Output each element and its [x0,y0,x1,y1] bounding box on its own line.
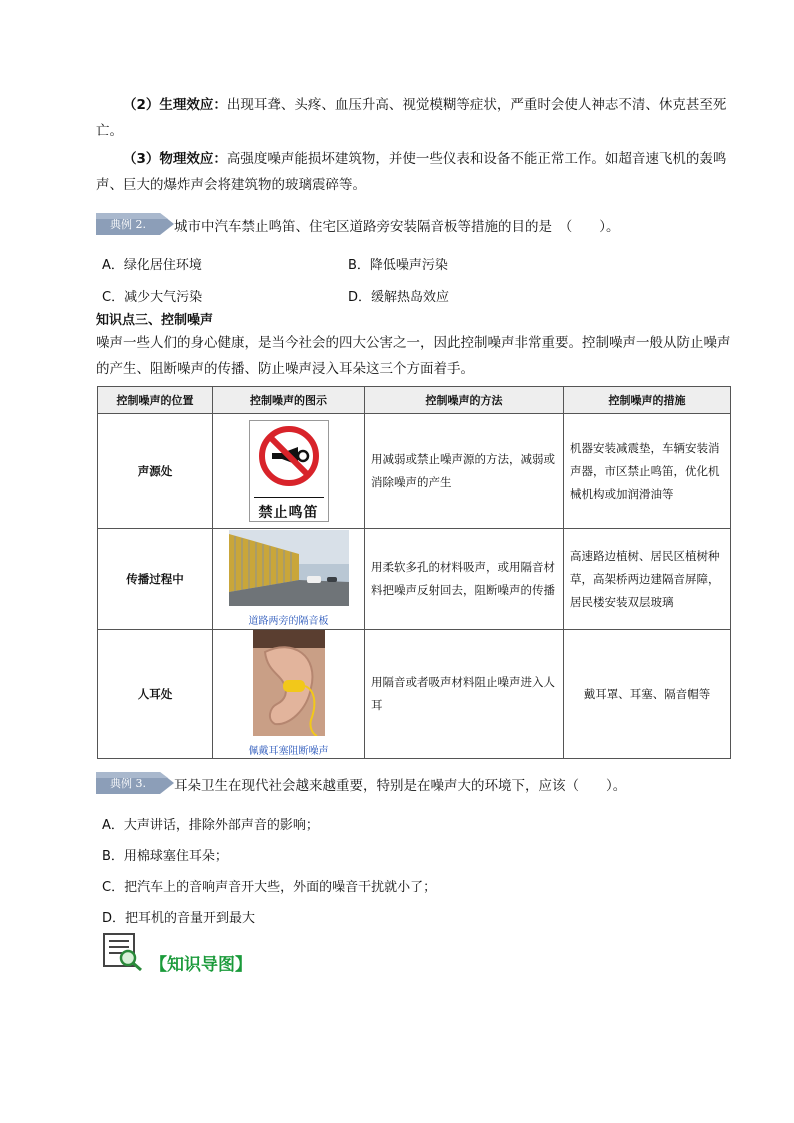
example-2-tag [96,213,174,235]
header-method: 控制噪声的方法 [365,387,564,414]
noise-control-table [97,386,731,759]
example-3-option-b: B．用棉球塞住耳朵； [102,849,228,864]
row-2-measure: 高速路边植树、居民区植树种草，高架桥两边建隔音屏障，居民楼安装双层玻璃 [564,529,731,630]
example-2-option-b: B．降低噪声污染 [348,258,448,273]
table-row [98,414,731,529]
example-2-tag-label: 典例 2. [110,218,146,231]
physiological-label: （2）生理效应： [123,97,227,113]
example-2-option-a: A．绿化居住环境 [102,258,202,273]
row-3-illustration [213,630,365,759]
sound-barrier-photo [229,530,349,606]
example-2-option-d: D．缓解热岛效应 [348,290,450,305]
header-position: 控制噪声的位置 [98,387,213,414]
physical-label: （3）物理效应： [123,151,227,167]
row-3-measure: 戴耳罩、耳塞、隔音帽等 [564,630,731,759]
physical-text: 高强度噪声能损坏建筑物，并使一些仪表和设备不能正常工作。如超音速飞机的轰鸣声、巨大的爆炸声会将建筑物的玻璃震碎等。 [96,151,727,193]
example-3-option-c: C．把汽车上的音响声音开大些，外面的噪音干扰就小了； [102,880,437,895]
example-2-option-c: C．减少大气污染 [102,290,203,305]
row-1-measure: 机器安装减震垫，车辆安装消声器，市区禁止鸣笛，优化机械机构或加润滑油等 [564,414,731,529]
row-2-position: 传播过程中 [98,529,213,630]
table-row [98,630,731,759]
header-measure: 控制噪声的措施 [564,387,731,414]
row-2-method: 用柔软多孔的材料吸声，或用隔音材料把噪声反射回去，阻断噪声的传播 [365,529,564,630]
no-honking-sign [249,420,329,522]
table-header-row [98,387,731,414]
example-3-question: 耳朵卫生在现代社会越来越重要，特别是在噪声大的环境下，应该（ ）。 [174,778,627,794]
knowledge-paragraph: 噪声一些人们的身心健康，是当今社会的四大公害之一，因此控制噪声非常重要。控制噪声一般从防止噪声的产生、阻断噪声的传播、防止噪声浸入耳朵这三个方面着手。 [96,335,731,377]
no-horn-icon [250,421,328,489]
example-3-option-a: A．大声讲话，排除外部声音的影响； [102,818,319,833]
row-1-illustration [213,414,365,529]
earplug-photo [253,630,325,736]
example-3-tag [96,772,174,794]
knowledge-heading: 知识点三、控制噪声 [96,313,214,328]
row-3-position: 人耳处 [98,630,213,759]
paragraph-physiological-effect [96,92,736,144]
document-magnifier-icon [102,932,146,972]
row-3-caption: 佩戴耳塞阻断噪声 [248,746,329,757]
mindmap-title: 【知识导图】 [150,955,252,975]
example-3-option-d: D．把耳机的音量开到最大 [102,911,256,926]
paragraph-physical-effect [96,146,736,198]
header-illustration: 控制噪声的图示 [213,387,365,414]
row-1-method: 用减弱或禁止噪声源的方法，减弱或消除噪声的产生 [365,414,564,529]
row-2-illustration [213,529,365,630]
row-3-method: 用隔音或者吸声材料阻止噪声进入人耳 [365,630,564,759]
no-honking-sign-text: 禁止鸣笛 [254,497,324,525]
row-2-caption: 道路两旁的隔音板 [248,616,329,627]
physiological-text: 出现耳聋、头疼、血压升高、视觉模糊等症状，严重时会使人神志不清、休克甚至死亡。 [96,97,727,139]
table-row [98,529,731,630]
example-3-tag-label: 典例 3. [110,777,146,790]
row-1-position: 声源处 [98,414,213,529]
example-2-question: 城市中汽车禁止鸣笛、住宅区道路旁安装隔音板等措施的目的是 （ ）。 [174,219,620,235]
